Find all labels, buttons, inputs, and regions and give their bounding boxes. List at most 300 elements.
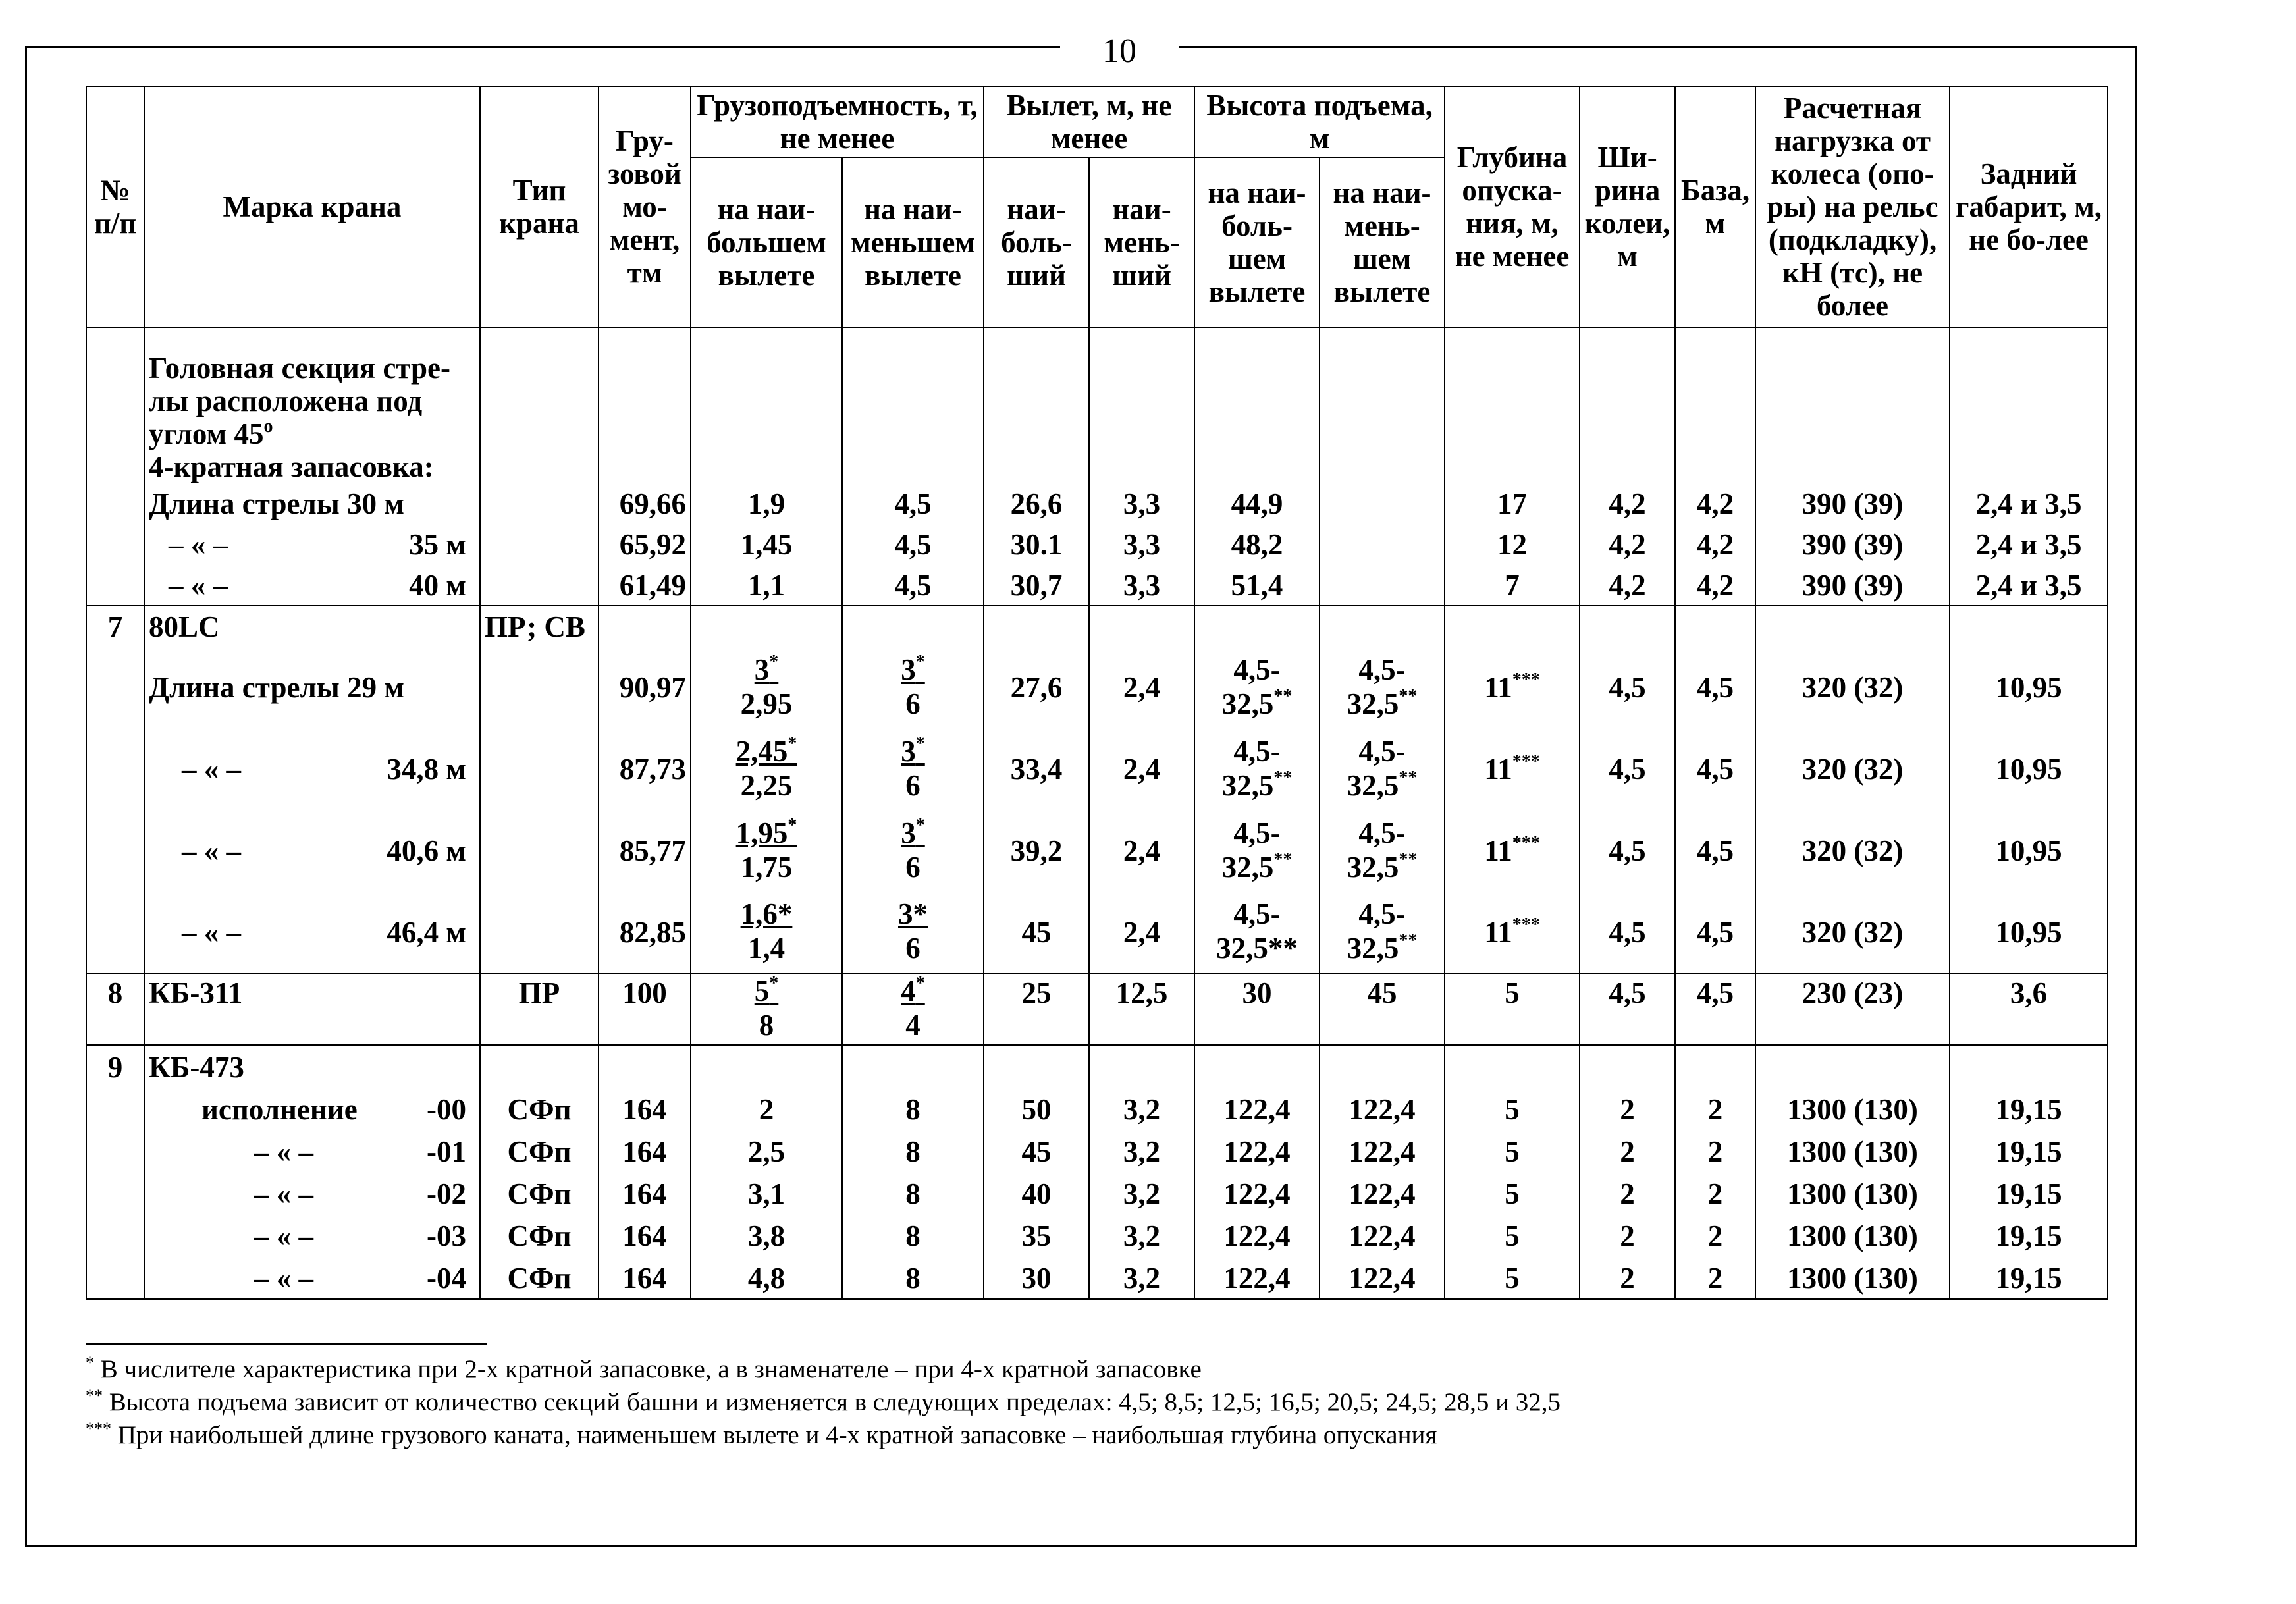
crane-mark-cell bbox=[144, 1215, 480, 1257]
base-cell: 4,5 bbox=[1675, 892, 1755, 973]
gauge-cell: 4,2 bbox=[1580, 565, 1675, 606]
footnote-text: При наибольшей длине грузового каната, наименьшем вылете и 4-х кратной запасовке – наибольшая глубина опускания bbox=[111, 1421, 1437, 1449]
height-range-start: 4,5- bbox=[1358, 897, 1406, 930]
table-row bbox=[86, 1257, 2108, 1299]
height-range-end: 32,5 bbox=[1221, 768, 1274, 802]
num-cell: 9 bbox=[86, 1045, 144, 1088]
numerator-value: 3 bbox=[901, 816, 916, 849]
table-row bbox=[86, 810, 2108, 892]
height-footnote-mark: ** bbox=[1273, 685, 1293, 707]
footnote-mark: ** bbox=[86, 1386, 103, 1405]
mark-label: – « – bbox=[254, 1219, 313, 1252]
h-min-cell: 45 bbox=[1320, 973, 1445, 1045]
back-cell: 19,15 bbox=[1950, 1088, 2108, 1131]
fraction-value bbox=[901, 974, 925, 1042]
cap-max-cell: 1,9 bbox=[691, 483, 842, 524]
height-range-start: 4,5- bbox=[1358, 734, 1406, 768]
num-cell bbox=[86, 810, 144, 892]
col-height-header: Высота подъема, м bbox=[1194, 86, 1445, 157]
depth-value: 11 bbox=[1484, 834, 1512, 867]
gauge-cell: 4,5 bbox=[1580, 728, 1675, 810]
mark-line bbox=[149, 1259, 475, 1297]
mark-length: 40 м bbox=[409, 568, 466, 602]
cap-max-cell: 3,1 bbox=[691, 1173, 842, 1215]
height-range-end: 32,5 bbox=[1221, 850, 1274, 884]
height-range bbox=[1347, 816, 1418, 884]
moment-cell: 164 bbox=[599, 1131, 691, 1173]
fraction-value bbox=[901, 816, 925, 884]
fraction-value bbox=[741, 897, 793, 965]
reach-max-cell: 45 bbox=[984, 892, 1089, 973]
depth-value: 11 bbox=[1484, 915, 1512, 949]
cap-max-cell bbox=[691, 973, 842, 1045]
col-reach-header: Вылет, м, не менее bbox=[984, 86, 1194, 157]
height-range-end: 32,5 bbox=[1347, 768, 1399, 802]
h-max-cell: 30 bbox=[1194, 973, 1320, 1045]
type-cell bbox=[480, 810, 599, 892]
mark-line bbox=[149, 525, 475, 564]
section-head-cell bbox=[144, 327, 480, 483]
height-range-end: 32,5 bbox=[1221, 687, 1274, 720]
reach-min-cell: 3,2 bbox=[1089, 1088, 1194, 1131]
mark-label: – « – bbox=[169, 568, 228, 602]
reach-min-cell: 12,5 bbox=[1089, 973, 1194, 1045]
mark-length: -00 bbox=[427, 1093, 466, 1126]
depth-cell bbox=[1445, 892, 1580, 973]
cap-max-cell bbox=[691, 728, 842, 810]
cap-min-cell bbox=[842, 810, 984, 892]
base-cell: 2 bbox=[1675, 1257, 1755, 1299]
depth-cell: 7 bbox=[1445, 565, 1580, 606]
num-cell bbox=[86, 1088, 144, 1131]
cap-min-cell: 8 bbox=[842, 1088, 984, 1131]
depth-cell: 5 bbox=[1445, 1215, 1580, 1257]
col-load-header: Расчетная нагрузка от колеса (опо-ры) на рельс (подкладку), кН (тс), не более bbox=[1755, 86, 1950, 327]
reach-max-cell: 39,2 bbox=[984, 810, 1089, 892]
reach-max-cell: 45 bbox=[984, 1131, 1089, 1173]
numerator-footnote-mark: * bbox=[788, 815, 797, 836]
h-min-cell: 122,4 bbox=[1320, 1131, 1445, 1173]
degree-mark: о bbox=[263, 416, 273, 437]
mark-label: исполнение bbox=[201, 1093, 358, 1126]
crane-mark-cell: Длина стрелы 30 м bbox=[144, 483, 480, 524]
reach-min-cell: 3,3 bbox=[1089, 524, 1194, 565]
num-cell: 8 bbox=[86, 973, 144, 1045]
type-cell bbox=[480, 728, 599, 810]
numerator-footnote-mark: * bbox=[915, 973, 925, 994]
reach-min-cell: 3,2 bbox=[1089, 1173, 1194, 1215]
crane-mark-cell: КБ-311 bbox=[144, 973, 480, 1045]
col-capacity-header: Грузоподъемность, т, не менее bbox=[691, 86, 984, 157]
empty-cell bbox=[842, 1045, 984, 1088]
reach-max-cell: 25 bbox=[984, 973, 1089, 1045]
col-depth-header: Глубина опуска-ния, м, не менее bbox=[1445, 86, 1580, 327]
num-cell: 7 bbox=[86, 606, 144, 647]
reach-max-cell: 26,6 bbox=[984, 483, 1089, 524]
fraction-value bbox=[736, 734, 797, 803]
height-range bbox=[1216, 897, 1298, 965]
table-row bbox=[86, 565, 2108, 606]
base-cell: 2 bbox=[1675, 1088, 1755, 1131]
empty-cell bbox=[1194, 606, 1320, 647]
h-min-cell: 122,4 bbox=[1320, 1088, 1445, 1131]
table-row bbox=[86, 647, 2108, 728]
empty-cell bbox=[1755, 606, 1950, 647]
type-cell: СФп bbox=[480, 1131, 599, 1173]
crane-mark-cell bbox=[144, 565, 480, 606]
moment-cell: 69,66 bbox=[599, 483, 691, 524]
reach-max-cell: 30 bbox=[984, 1257, 1089, 1299]
mark-length: 46,4 м bbox=[387, 915, 466, 949]
crane-mark-cell bbox=[144, 728, 480, 810]
crane-mark-cell bbox=[144, 1257, 480, 1299]
gauge-cell: 4,2 bbox=[1580, 524, 1675, 565]
fraction-value bbox=[736, 816, 797, 884]
col-moment-header: Гру-зовой мо-мент, тм bbox=[599, 86, 691, 327]
load-cell: 320 (32) bbox=[1755, 728, 1950, 810]
footnote-line bbox=[86, 1419, 2061, 1452]
fraction-numerator bbox=[901, 653, 925, 686]
num-cell bbox=[86, 1257, 144, 1299]
depth-cell bbox=[1445, 647, 1580, 728]
col-gauge-header: Ши-рина колеи, м bbox=[1580, 86, 1675, 327]
h-min-cell: 122,4 bbox=[1320, 1215, 1445, 1257]
cap-min-cell bbox=[842, 892, 984, 973]
base-cell: 4,5 bbox=[1675, 647, 1755, 728]
page-number: 10 bbox=[1060, 32, 1179, 70]
mark-label: – « – bbox=[254, 1135, 313, 1168]
gauge-cell: 4,2 bbox=[1580, 483, 1675, 524]
footnote-text: Высота подъема зависит от количество секций башни и изменяется в следующих пределах: 4,5; 8,5; 12,5; 16,5; 20,5; 24,5; 28,5 и 32,5 bbox=[103, 1388, 1561, 1416]
crane-mark-cell bbox=[144, 1088, 480, 1131]
empty-cell bbox=[1089, 606, 1194, 647]
cap-min-cell: 8 bbox=[842, 1215, 984, 1257]
table-row bbox=[86, 606, 2108, 647]
height-range-end: 32,5 bbox=[1347, 932, 1399, 965]
empty-cell bbox=[1320, 1045, 1445, 1088]
fraction-denominator: 6 bbox=[905, 768, 921, 802]
footnote-mark: * bbox=[86, 1353, 94, 1372]
table-row bbox=[86, 973, 2108, 1045]
h-min-cell bbox=[1320, 810, 1445, 892]
crane-spec-table bbox=[86, 86, 2108, 1300]
gauge-cell: 4,5 bbox=[1580, 647, 1675, 728]
col-num-header: № п/п bbox=[86, 86, 144, 327]
numerator-value: 3 bbox=[754, 653, 770, 686]
cap-max-cell bbox=[691, 647, 842, 728]
mark-line bbox=[149, 566, 475, 604]
reach-max-cell: 50 bbox=[984, 1088, 1089, 1131]
numerator-value: 3 bbox=[901, 653, 916, 686]
load-cell: 1300 (130) bbox=[1755, 1131, 1950, 1173]
height-range bbox=[1222, 653, 1293, 721]
table-row bbox=[86, 1131, 2108, 1173]
mark-label: – « – bbox=[254, 1261, 313, 1295]
fraction-denominator: 4 bbox=[905, 1009, 921, 1042]
load-cell: 1300 (130) bbox=[1755, 1215, 1950, 1257]
h-min-cell bbox=[1320, 483, 1445, 524]
h-max-cell: 48,2 bbox=[1194, 524, 1320, 565]
empty-cell bbox=[1445, 1045, 1580, 1088]
reach-min-cell: 3,2 bbox=[1089, 1131, 1194, 1173]
col-cap-max-header: на наи-большем вылете bbox=[691, 157, 842, 327]
h-min-cell: 122,4 bbox=[1320, 1257, 1445, 1299]
h-max-cell: 122,4 bbox=[1194, 1088, 1320, 1131]
footnote-mark: *** bbox=[86, 1419, 111, 1438]
footnote-rule bbox=[86, 1343, 487, 1345]
h-max-cell: 122,4 bbox=[1194, 1215, 1320, 1257]
reach-max-cell: 40 bbox=[984, 1173, 1089, 1215]
mark-line bbox=[149, 1133, 475, 1171]
fraction-denominator: 6 bbox=[905, 850, 921, 884]
height-range bbox=[1347, 734, 1418, 803]
reach-max-cell: 27,6 bbox=[984, 647, 1089, 728]
load-cell: 320 (32) bbox=[1755, 892, 1950, 973]
h-max-cell: 122,4 bbox=[1194, 1173, 1320, 1215]
footnote-line bbox=[86, 1353, 2061, 1386]
crane-mark-cell bbox=[144, 892, 480, 973]
base-cell: 4,5 bbox=[1675, 728, 1755, 810]
numerator-value: 3 bbox=[901, 734, 916, 768]
cap-min-cell bbox=[842, 973, 984, 1045]
h-max-cell bbox=[1194, 892, 1320, 973]
empty-cell bbox=[1950, 1045, 2108, 1088]
height-range-start: 4,5- bbox=[1233, 897, 1281, 930]
empty-cell bbox=[1675, 1045, 1755, 1088]
moment-cell: 164 bbox=[599, 1173, 691, 1215]
fraction-value bbox=[901, 734, 925, 803]
reach-min-cell: 2,4 bbox=[1089, 647, 1194, 728]
fraction-denominator: 1,75 bbox=[740, 850, 793, 884]
height-range-start: 4,5- bbox=[1233, 653, 1281, 686]
num-cell bbox=[86, 565, 144, 606]
load-cell: 1300 (130) bbox=[1755, 1257, 1950, 1299]
type-cell: СФп bbox=[480, 1088, 599, 1131]
type-cell: СФп bbox=[480, 1173, 599, 1215]
fraction-value bbox=[898, 897, 928, 965]
base-cell: 4,2 bbox=[1675, 565, 1755, 606]
cap-max-cell bbox=[691, 892, 842, 973]
numerator-value: 1,95 bbox=[735, 816, 788, 849]
fraction-numerator bbox=[736, 735, 797, 768]
height-range bbox=[1347, 653, 1418, 721]
reach-min-cell: 3,2 bbox=[1089, 1215, 1194, 1257]
cap-min-cell bbox=[842, 647, 984, 728]
fraction-denominator: 2,25 bbox=[740, 768, 793, 802]
fraction-numerator bbox=[755, 975, 779, 1007]
empty-cell bbox=[984, 1045, 1089, 1088]
cap-max-cell: 2,5 bbox=[691, 1131, 842, 1173]
empty-cell bbox=[1580, 606, 1675, 647]
section-head-row bbox=[86, 327, 2108, 483]
fraction-denominator: 6 bbox=[905, 932, 921, 965]
reach-min-cell: 2,4 bbox=[1089, 810, 1194, 892]
h-min-cell bbox=[1320, 565, 1445, 606]
type-cell: СФп bbox=[480, 1257, 599, 1299]
fraction-denominator: 1,4 bbox=[747, 932, 786, 965]
depth-cell: 17 bbox=[1445, 483, 1580, 524]
empty-cell bbox=[1675, 606, 1755, 647]
section-head-line2: 4-кратная запасовка: bbox=[149, 450, 434, 483]
numerator-value: 1,6* bbox=[740, 897, 793, 930]
gauge-cell: 2 bbox=[1580, 1215, 1675, 1257]
col-reach-min-header: наи-мень-ший bbox=[1089, 157, 1194, 327]
back-cell: 10,95 bbox=[1950, 647, 2108, 728]
gauge-cell: 2 bbox=[1580, 1257, 1675, 1299]
height-footnote-mark: ** bbox=[1399, 849, 1418, 870]
mark-length: -02 bbox=[427, 1177, 466, 1210]
moment-cell: 164 bbox=[599, 1257, 691, 1299]
depth-value: 11 bbox=[1484, 753, 1512, 786]
back-cell: 3,6 bbox=[1950, 973, 2108, 1045]
cap-max-cell bbox=[691, 810, 842, 892]
cap-max-cell: 2 bbox=[691, 1088, 842, 1131]
mark-line bbox=[149, 750, 475, 788]
fraction-numerator bbox=[741, 897, 793, 930]
base-cell: 2 bbox=[1675, 1215, 1755, 1257]
load-cell: 320 (32) bbox=[1755, 647, 1950, 728]
cap-max-cell: 1,45 bbox=[691, 524, 842, 565]
mark-length: -01 bbox=[427, 1135, 466, 1168]
load-cell: 390 (39) bbox=[1755, 565, 1950, 606]
fraction-value bbox=[755, 974, 779, 1042]
crane-mark-cell bbox=[144, 810, 480, 892]
fraction-numerator bbox=[901, 975, 925, 1007]
reach-max-cell: 33,4 bbox=[984, 728, 1089, 810]
empty-cell bbox=[1320, 606, 1445, 647]
h-max-cell: 44,9 bbox=[1194, 483, 1320, 524]
cap-max-cell: 1,1 bbox=[691, 565, 842, 606]
h-max-cell bbox=[1194, 728, 1320, 810]
base-cell: 4,5 bbox=[1675, 810, 1755, 892]
height-range-start: 4,5- bbox=[1233, 816, 1281, 849]
mark-line bbox=[149, 1175, 475, 1213]
height-range-end: 32,5 bbox=[1347, 687, 1399, 720]
num-cell bbox=[86, 892, 144, 973]
h-min-cell bbox=[1320, 647, 1445, 728]
base-cell: 2 bbox=[1675, 1131, 1755, 1173]
depth-cell: 5 bbox=[1445, 1088, 1580, 1131]
footnote-text: В числителе характеристика при 2-х кратной запасовке, а в знаменателе – при 4-х кратной запасовке bbox=[94, 1355, 1202, 1383]
moment-cell: 65,92 bbox=[599, 524, 691, 565]
type-cell bbox=[480, 647, 599, 728]
mark-line bbox=[149, 1217, 475, 1255]
h-max-cell: 122,4 bbox=[1194, 1257, 1320, 1299]
back-cell: 10,95 bbox=[1950, 728, 2108, 810]
empty-cell bbox=[1580, 1045, 1675, 1088]
mark-line bbox=[149, 913, 475, 951]
depth-footnote-mark: *** bbox=[1512, 914, 1540, 935]
table-row bbox=[86, 483, 2108, 524]
h-max-cell: 51,4 bbox=[1194, 565, 1320, 606]
back-cell: 19,15 bbox=[1950, 1257, 2108, 1299]
num-cell bbox=[86, 1173, 144, 1215]
h-min-cell bbox=[1320, 524, 1445, 565]
cap-min-cell: 4,5 bbox=[842, 524, 984, 565]
fraction-denominator: 8 bbox=[759, 1009, 774, 1042]
col-back-header: Задний габарит, м, не бо-лее bbox=[1950, 86, 2108, 327]
gauge-cell: 4,5 bbox=[1580, 892, 1675, 973]
mark-line bbox=[149, 1090, 475, 1129]
table-row bbox=[86, 1088, 2108, 1131]
gauge-cell: 2 bbox=[1580, 1088, 1675, 1131]
fraction-numerator bbox=[898, 897, 928, 930]
reach-min-cell: 2,4 bbox=[1089, 892, 1194, 973]
height-range-start: 4,5- bbox=[1358, 816, 1406, 849]
back-cell: 19,15 bbox=[1950, 1131, 2108, 1173]
moment-cell: 90,97 bbox=[599, 647, 691, 728]
empty-cell bbox=[1950, 606, 2108, 647]
base-cell: 4,2 bbox=[1675, 483, 1755, 524]
back-cell: 19,15 bbox=[1950, 1173, 2108, 1215]
num-cell bbox=[86, 647, 144, 728]
height-range bbox=[1347, 897, 1418, 965]
back-cell: 2,4 и 3,5 bbox=[1950, 483, 2108, 524]
mark-label: – « – bbox=[169, 528, 228, 561]
table-row bbox=[86, 728, 2108, 810]
back-cell: 2,4 и 3,5 bbox=[1950, 524, 2108, 565]
mark-line bbox=[149, 832, 475, 870]
mark-length: -03 bbox=[427, 1219, 466, 1252]
type-cell: ПР bbox=[480, 973, 599, 1045]
depth-cell: 5 bbox=[1445, 1257, 1580, 1299]
cap-max-cell: 4,8 bbox=[691, 1257, 842, 1299]
h-max-cell: 122,4 bbox=[1194, 1131, 1320, 1173]
load-cell: 230 (23) bbox=[1755, 973, 1950, 1045]
empty-cell bbox=[599, 606, 691, 647]
moment-cell: 164 bbox=[599, 1215, 691, 1257]
table-row bbox=[86, 892, 2108, 973]
num-cell bbox=[86, 483, 144, 524]
height-footnote-mark: ** bbox=[1273, 767, 1293, 788]
moment-cell: 61,49 bbox=[599, 565, 691, 606]
numerator-footnote-mark: * bbox=[915, 815, 925, 836]
cap-min-cell: 4,5 bbox=[842, 483, 984, 524]
crane-mark-cell bbox=[144, 524, 480, 565]
cap-max-cell: 3,8 bbox=[691, 1215, 842, 1257]
num-cell bbox=[86, 1215, 144, 1257]
fraction-denominator: 2,95 bbox=[740, 687, 793, 720]
num-cell bbox=[86, 1131, 144, 1173]
base-cell: 4,5 bbox=[1675, 973, 1755, 1045]
reach-min-cell: 3,3 bbox=[1089, 565, 1194, 606]
depth-cell bbox=[1445, 728, 1580, 810]
table-header bbox=[86, 86, 2108, 327]
footnote-line bbox=[86, 1386, 2061, 1419]
reach-min-cell: 3,3 bbox=[1089, 483, 1194, 524]
empty-cell bbox=[1755, 1045, 1950, 1088]
cap-min-cell: 8 bbox=[842, 1131, 984, 1173]
section-head-line1: Головная секция стре-лы расположена под углом 45 bbox=[149, 352, 451, 450]
mark-length: -04 bbox=[427, 1261, 466, 1295]
depth-footnote-mark: *** bbox=[1512, 833, 1540, 853]
mark-label: – « – bbox=[254, 1177, 313, 1210]
mark-length: 40,6 м bbox=[387, 834, 466, 867]
height-range bbox=[1222, 734, 1293, 803]
type-cell bbox=[480, 565, 599, 606]
moment-cell: 100 bbox=[599, 973, 691, 1045]
gauge-cell: 4,5 bbox=[1580, 973, 1675, 1045]
crane-mark-cell: Длина стрелы 29 м bbox=[144, 647, 480, 728]
table-row bbox=[86, 1173, 2108, 1215]
moment-cell: 82,85 bbox=[599, 892, 691, 973]
fraction-value bbox=[901, 653, 925, 721]
height-range-end: 32,5 bbox=[1347, 850, 1399, 884]
fraction-numerator bbox=[755, 653, 779, 686]
back-cell: 19,15 bbox=[1950, 1215, 2108, 1257]
empty-cell bbox=[1445, 606, 1580, 647]
back-cell: 10,95 bbox=[1950, 892, 2108, 973]
